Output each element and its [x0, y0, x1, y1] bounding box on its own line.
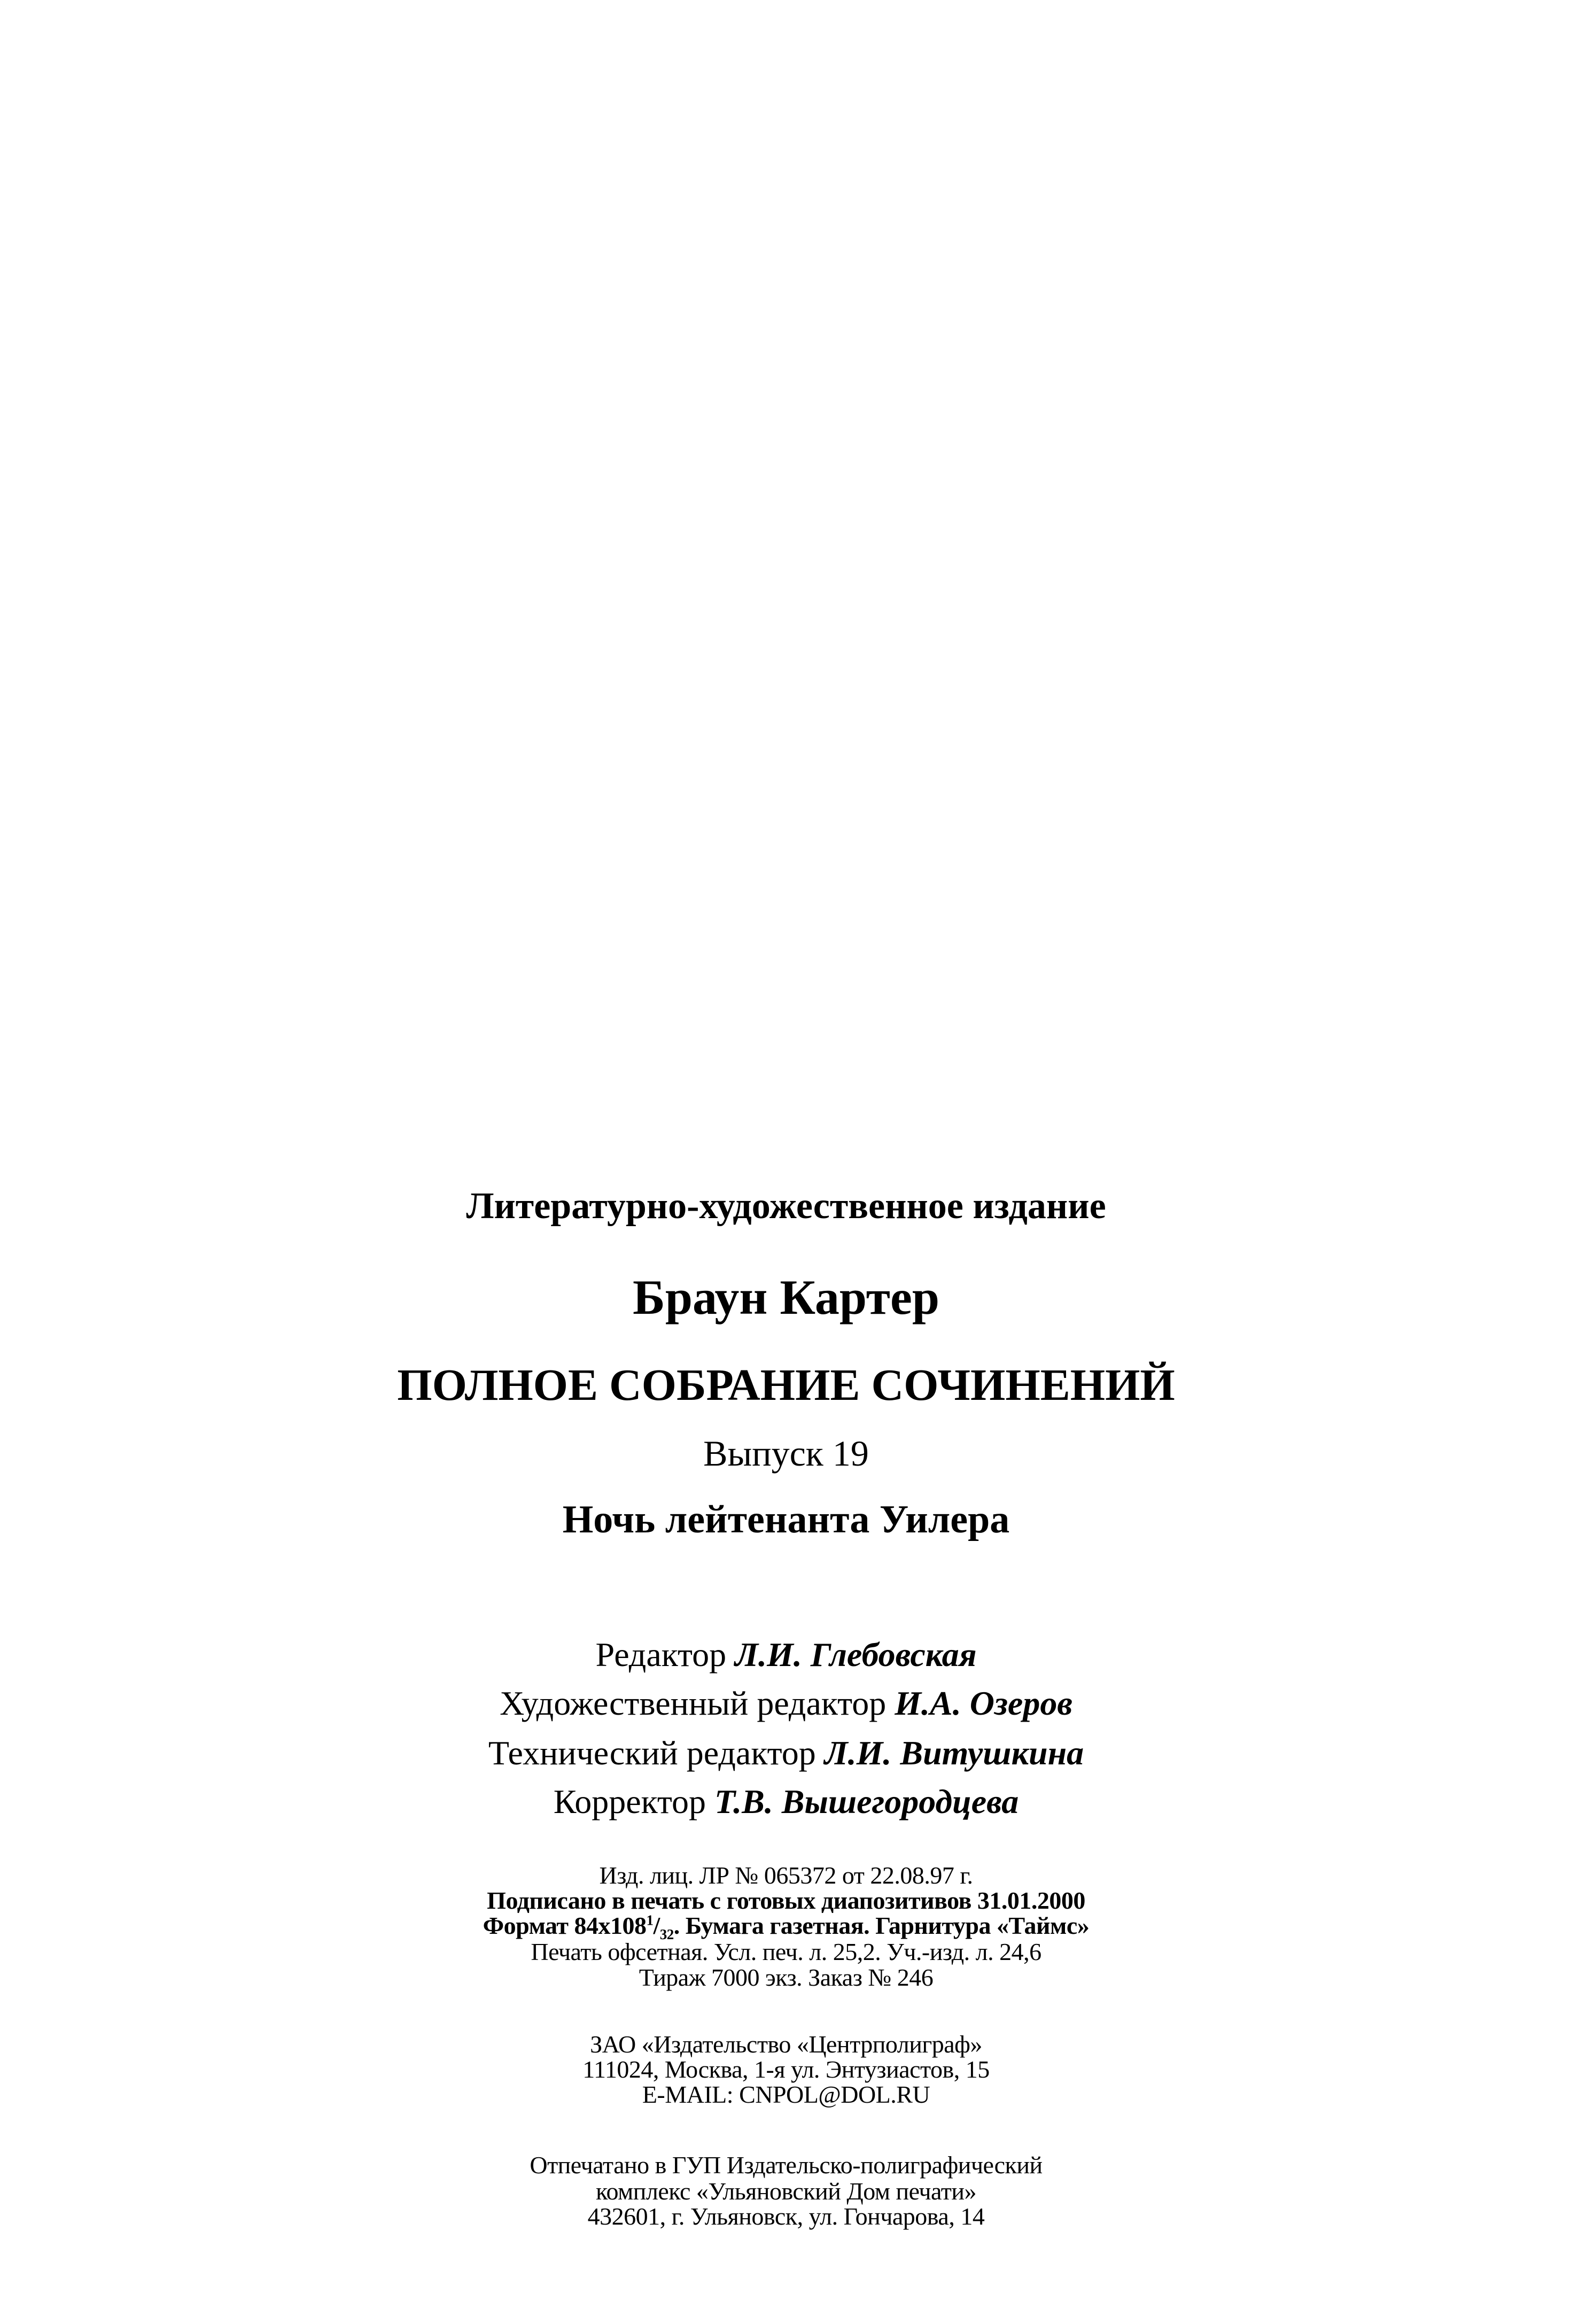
imprint-format	[0, 1912, 1586, 1943]
publisher-name: ЗАО «Издательство «Центрполиграф»	[590, 2031, 982, 2058]
credit-art-editor	[0, 1680, 1586, 1727]
credit-role: Редактор	[595, 1636, 727, 1674]
credit-tech-editor	[0, 1730, 1586, 1777]
credit-role: Художественный редактор	[500, 1684, 887, 1722]
printer-line-3: 432601, г. Ульяновск, ул. Гончарова, 14	[587, 2203, 985, 2230]
imprint-signed: Подписано в печать с готовых диапозитивов 31.01.2000	[487, 1887, 1085, 1914]
credit-name: Л.И. Глебовская	[735, 1636, 977, 1674]
imprint-license: Изд. лиц. ЛР № 065372 от 22.08.97 г.	[599, 1862, 973, 1889]
credit-role: Технический редактор	[488, 1734, 816, 1772]
credit-role: Корректор	[553, 1783, 706, 1821]
printer-line-2: комплекс «Ульяновский Дом печати»	[596, 2178, 976, 2205]
imprint-print: Печать офсетная. Усл. печ. л. 25,2. Уч.-изд. л. 24,6	[531, 1938, 1041, 1965]
printer-line-1: Отпечатано в ГУП Издательско-полиграфический	[530, 2151, 1043, 2179]
format-sub: 32	[659, 1926, 674, 1943]
imprint-run: Тираж 7000 экз. Заказ № 246	[639, 1964, 934, 1991]
format-slash: /	[653, 1912, 660, 1939]
format-sup: 1	[646, 1912, 654, 1928]
credit-editor	[0, 1631, 1586, 1678]
format-prefix: Формат 84x108	[483, 1912, 647, 1939]
volume-number: Выпуск 19	[703, 1433, 869, 1474]
publisher-address: 111024, Москва, 1-я ул. Энтузиастов, 15	[582, 2056, 990, 2083]
credit-name: Л.И. Витушкина	[824, 1734, 1084, 1772]
credit-proofreader	[0, 1778, 1586, 1825]
edition-type: Литературно-художественное издание	[466, 1186, 1106, 1227]
series-title: ПОЛНОЕ СОБРАНИЕ СОЧИНЕНИЙ	[397, 1360, 1175, 1410]
publisher-email: E-MAIL: CNPOL@DOL.RU	[642, 2081, 930, 2108]
format-rest: . Бумага газетная. Гарнитура «Таймс»	[673, 1912, 1090, 1939]
author-name: Браун Картер	[633, 1270, 939, 1324]
credit-name: И.А. Озеров	[895, 1684, 1072, 1722]
book-title: Ночь лейтенанта Уилера	[562, 1498, 1010, 1541]
credit-name: Т.В. Вышегородцева	[714, 1783, 1019, 1821]
